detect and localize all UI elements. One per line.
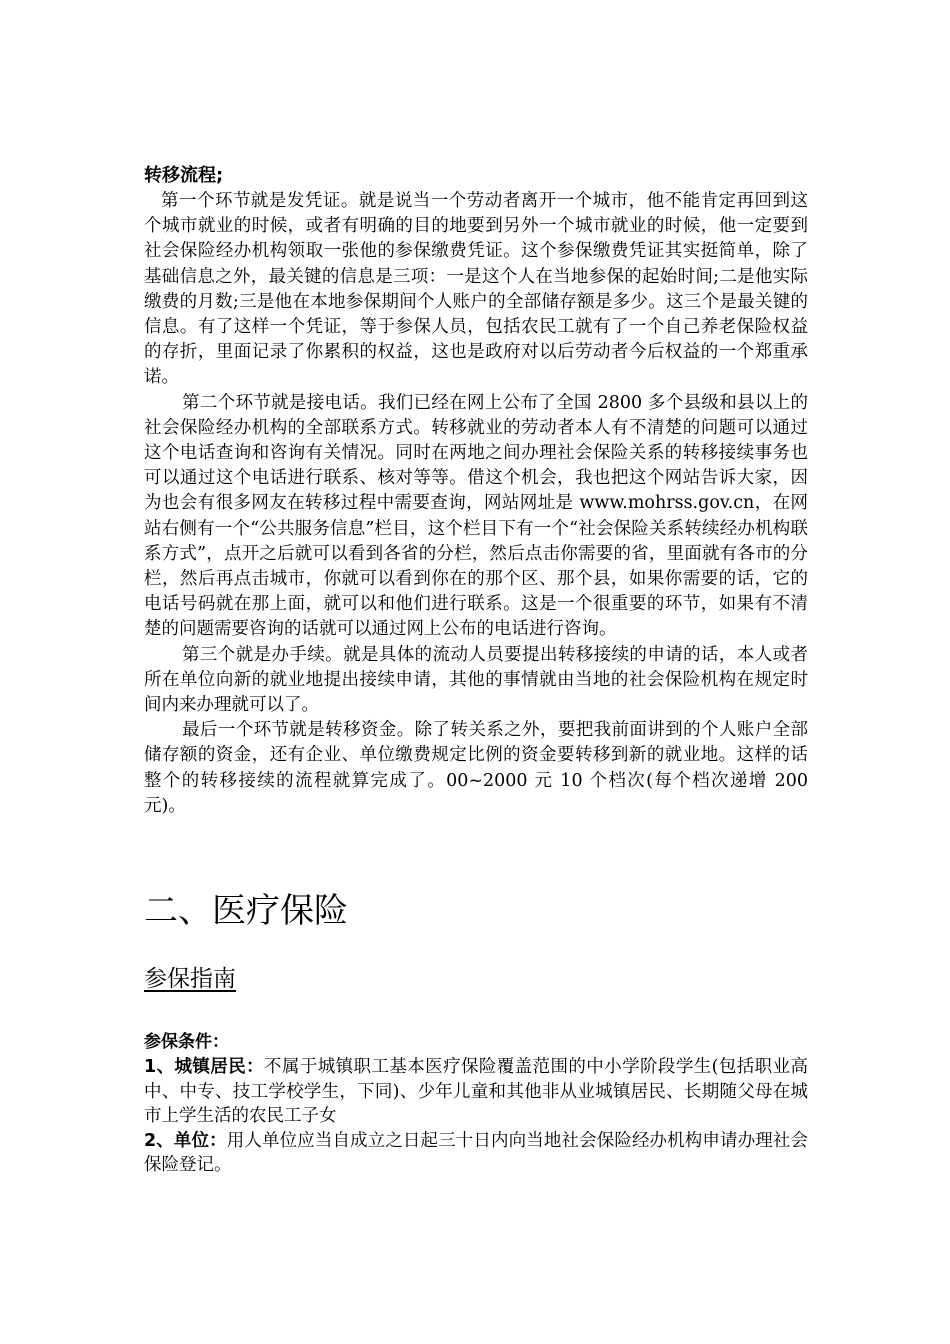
document-page [144, 162, 808, 1178]
paragraph-issue-certificate: 第一个环节就是发凭证。就是说当一个劳动者离开一个城市，他不能肯定再回到这个城市就业的时候，或者有明确的目的地要到另外一个城市就业的时候，他一定要到社会保险经办机构领取一张他的参保缴费凭证。这个参保缴费凭证其实挺简单，除了基础信息之外，最关键的信息是三项：一是这个人在当地参保的起始时间;二是他实际缴费的月数;三是他在本地参保期间个人账户的全部储存额是多少。这三个是最关键的信息。有了这样一个凭证，等于参保人员，包括农民工就有了一个自己养老保险权益的存折，里面记录了你累积的权益，这也是政府对以后劳动者今后权益的一个郑重承诺。 [144, 191, 808, 388]
transfer-process-heading: 转移流程; [144, 165, 224, 186]
condition-item-employer [144, 1129, 808, 1178]
subsection-title-enrollment-guide: 参保指南 [144, 966, 236, 993]
section-title-medical-insurance: 二、医疗保险 [144, 891, 348, 932]
condition-item-lead: 2、单位： [144, 1130, 227, 1151]
enrollment-conditions-label: 参保条件： [144, 1032, 229, 1053]
condition-item-urban-residents [144, 1055, 808, 1129]
condition-item-lead: 1、城镇居民： [144, 1057, 265, 1078]
condition-item-text: 不属于城镇职工基本医疗保险覆盖范围的中小学阶段学生(包括职业高中、中专、技工学校学生，下同)、少年儿童和其他非从业城镇居民、长期随父母在城市上学生活的农民工子女 [144, 1057, 808, 1127]
paragraph-procedures: 第三个就是办手续。就是具体的流动人员要提出转移接续的申请的话，本人或者所在单位向新的就业地提出接续申请，其他的事情就由当地的社会保险机构在规定时间内来办理就可以了。 [144, 644, 808, 716]
paragraph-phone-contact: 第二个环节就是接电话。我们已经在网上公布了全国 2800 多个县级和县以上的社会保险经办机构的全部联系方式。转移就业的劳动者本人有不清楚的问题可以通过这个电话查询和咨询有关情况。同时在两地之间办理社会保险关系的转移接续事务也可以通过这个电话进行联系、核对等等。借这个机会，我也把这个网站告诉大家，因为也会有很多网友在转移过程中需要查询，网站网址是 www.mohrss.gov.cn，在网站右侧有一个“公共服务信息”栏目，这个栏目下有一个“社会保险关系转续经办机构联系方式”，点开之后就可以看到各省的分栏，然后点击你需要的省，里面就有各市的分栏，然后再点击城市，你就可以看到你在的那个区、那个县，如果你需要的话，它的电话号码就在那上面，就可以和他们进行联系。这是一个很重要的环节，如果有不清楚的问题需要咨询的话就可以通过网上公布的电话进行咨询。 [144, 392, 808, 640]
condition-item-text: 用人单位应当自成立之日起三十日内向当地社会保险经办机构申请办理社会保险登记。 [144, 1130, 808, 1176]
paragraph-transfer-funds: 最后一个环节就是转移资金。除了转关系之外，要把我前面讲到的个人账户全部储存额的资金，还有企业、单位缴费规定比例的资金要转移到新的就业地。这样的话整个的转移接续的流程就算完成了。00~2000 元 10 个档次(每个档次递增 200 元)。 [144, 720, 808, 816]
